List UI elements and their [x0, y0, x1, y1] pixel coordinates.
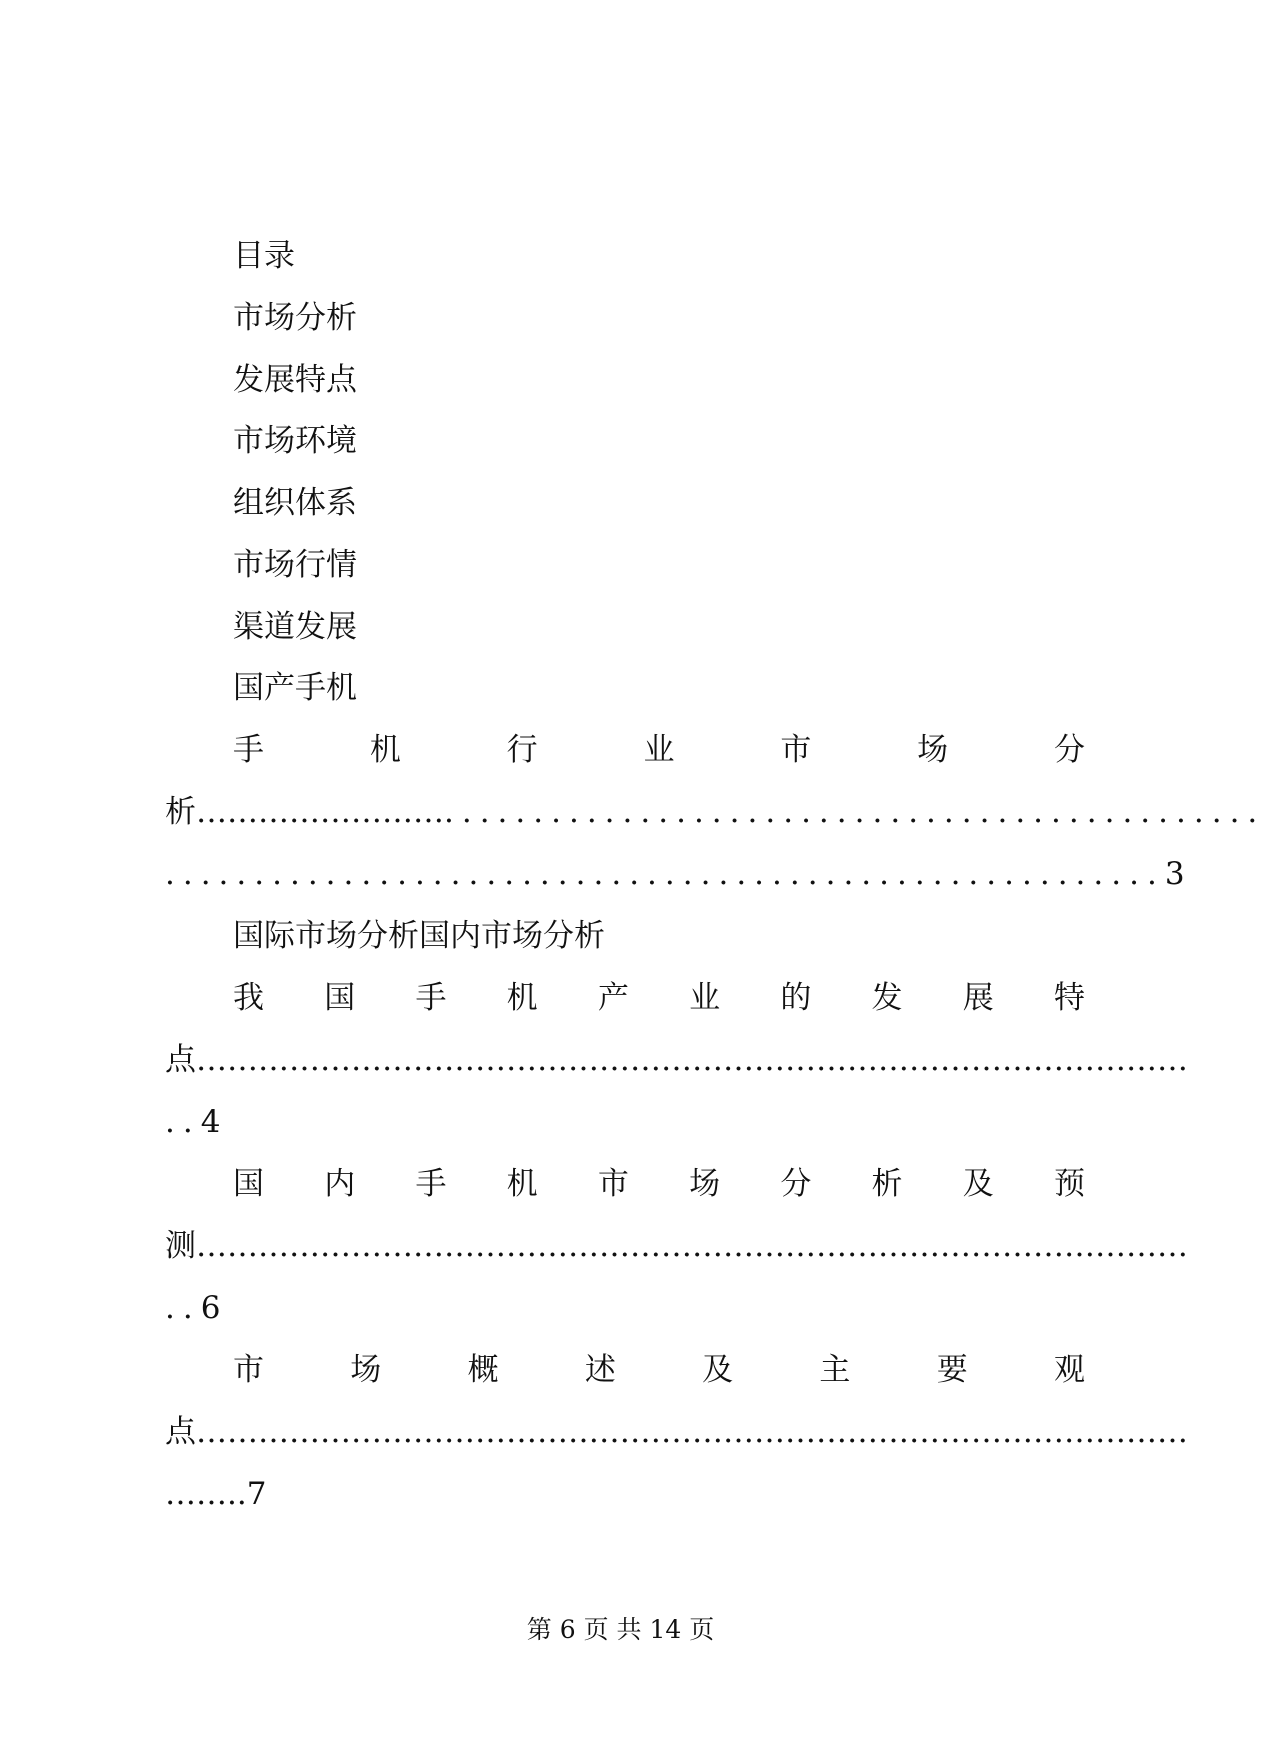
toc-entry-char: 场	[350, 1352, 382, 1388]
toc-entry-char: 行	[506, 732, 538, 768]
toc-section: 国产手机	[233, 670, 357, 706]
toc-entry-char: 点	[165, 1414, 196, 1450]
toc-section: 渠道发展	[233, 609, 357, 645]
toc-leader-dots: ........................................................	[165, 856, 1165, 892]
toc-section: 市场分析	[233, 300, 357, 336]
toc-leader-dots: ..............................................	[444, 794, 1265, 830]
toc-leader-dots: ……………………………………………………………………………………	[196, 1042, 1188, 1078]
toc-entry-char: 手	[415, 1166, 447, 1202]
toc-page-number: 7	[246, 1476, 267, 1512]
toc-leader-line	[165, 1040, 1188, 1080]
toc-entry-char: 特	[1053, 980, 1085, 1016]
toc-entry-char: 市	[597, 1166, 629, 1202]
toc-entry-char: 分	[1053, 732, 1085, 768]
toc-page-line	[0, 1288, 1241, 1328]
toc-entry-title	[233, 978, 1085, 1018]
toc-leader-line	[165, 1226, 1188, 1266]
toc-leader-dots: ..	[165, 1104, 201, 1140]
toc-entry-char: 市	[780, 732, 812, 768]
toc-leader-line	[165, 854, 1185, 894]
toc-entry-char: 要	[936, 1352, 968, 1388]
page-footer: 第 6 页 共 14 页	[526, 1615, 715, 1644]
toc-section: 组织体系	[233, 485, 357, 521]
toc-entry-char: 分	[780, 1166, 812, 1202]
toc-entry-char: 机	[506, 1166, 538, 1202]
toc-entry-char: 机	[369, 732, 401, 768]
toc-page-number: 3	[1164, 856, 1185, 892]
toc-entry-char: 观	[1053, 1352, 1085, 1388]
toc-entry-title	[233, 1350, 1085, 1390]
toc-entry-char: 机	[506, 980, 538, 1016]
toc-entry-char: 发	[871, 980, 903, 1016]
toc-leader-line	[165, 1412, 1188, 1452]
toc-entry-title	[233, 1164, 1085, 1204]
toc-entry-char: 场	[917, 732, 949, 768]
toc-entry-char: 业	[643, 732, 675, 768]
toc-entry-char: 市	[233, 1352, 264, 1388]
toc-entry-char: 及	[702, 1352, 734, 1388]
toc-entry-char: 国	[324, 980, 356, 1016]
toc-entry-char: 我	[233, 980, 264, 1016]
toc-entry-char: 产	[597, 980, 629, 1016]
toc-entry-char: 析	[165, 794, 196, 830]
toc-leader-dots: ……..	[165, 1476, 247, 1512]
toc-entry-char: 测	[165, 1228, 196, 1264]
toc-entry-char: 业	[689, 980, 721, 1016]
toc-entry-char: 概	[467, 1352, 499, 1388]
toc-page-number: 4	[200, 1104, 221, 1140]
toc-section: 发展特点	[233, 362, 357, 398]
toc-leader-dots: ……………………	[196, 794, 444, 830]
toc-leader-line	[165, 792, 1265, 832]
toc-entry-char: 内	[324, 1166, 356, 1202]
toc-entry-char: 主	[819, 1352, 851, 1388]
toc-heading: 目录	[233, 238, 295, 274]
toc-leader-dots: ……………………………………………………………………………………	[196, 1414, 1188, 1450]
toc-entry-char: 及	[962, 1166, 994, 1202]
toc-entry-char: 述	[584, 1352, 616, 1388]
toc-entry-char: 场	[689, 1166, 721, 1202]
toc-leader-dots: ……………………………………………………………………………………	[196, 1228, 1188, 1264]
toc-page-number: 6	[200, 1290, 221, 1326]
toc-subtitle: 国际市场分析国内市场分析	[233, 918, 605, 954]
toc-entry-char: 点	[165, 1042, 196, 1078]
toc-entry-char: 的	[780, 980, 812, 1016]
toc-page-line	[0, 1474, 1241, 1514]
toc-section: 市场行情	[233, 547, 357, 583]
toc-entry-char: 析	[871, 1166, 903, 1202]
toc-page-line	[0, 1102, 1241, 1142]
toc-section: 市场环境	[233, 423, 357, 459]
toc-entry-char: 手	[415, 980, 447, 1016]
toc-entry-char: 国	[233, 1166, 264, 1202]
toc-entry-char: 预	[1053, 1166, 1085, 1202]
toc-entry-title	[233, 730, 1085, 770]
toc-entry-char: 展	[962, 980, 994, 1016]
toc-entry-char: 手	[233, 732, 264, 768]
toc-leader-dots: ..	[165, 1290, 201, 1326]
